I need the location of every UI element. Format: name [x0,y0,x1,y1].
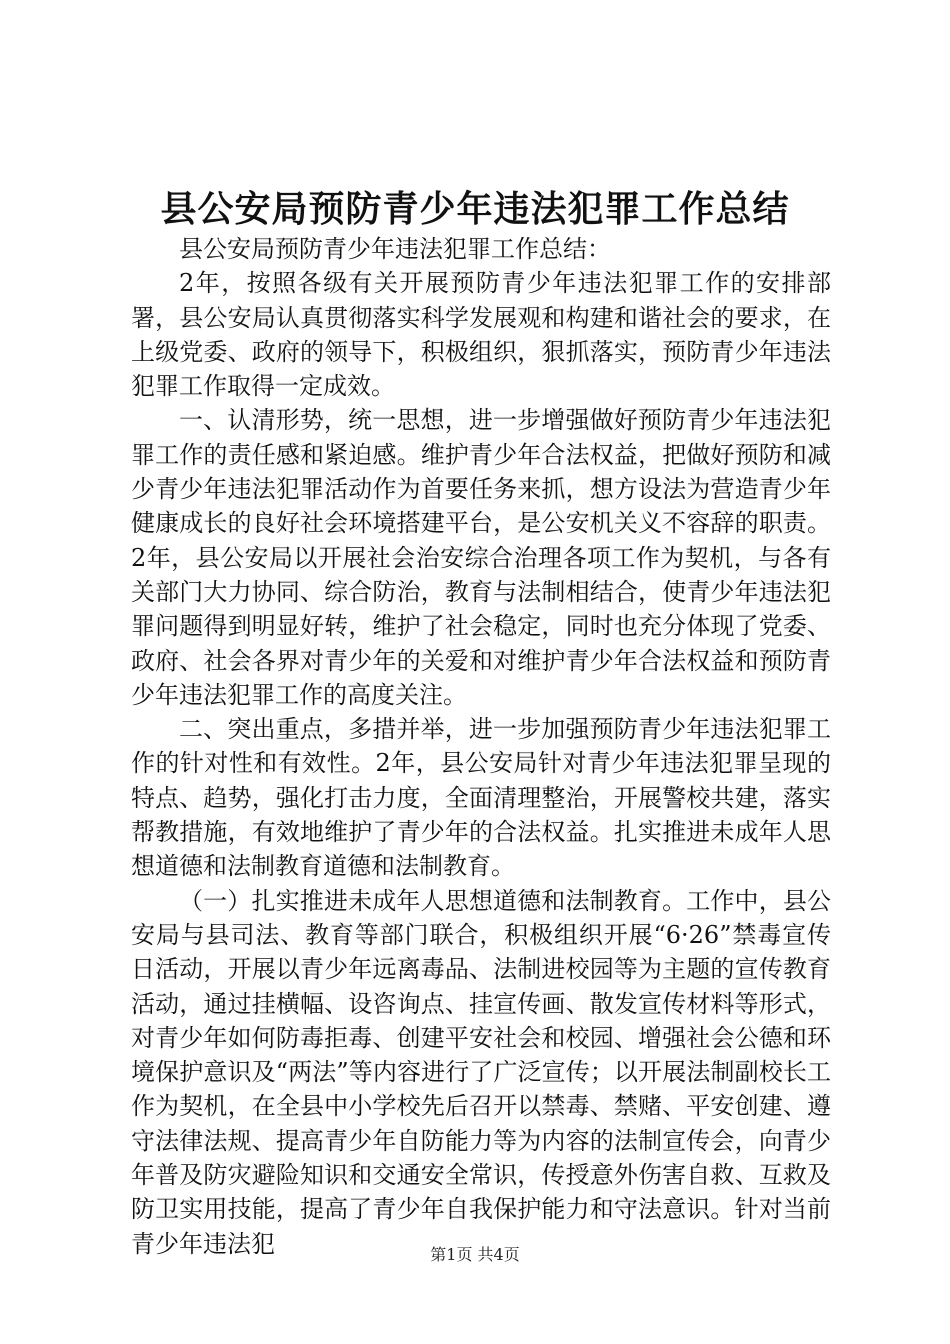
document-body [131,232,831,1261]
paragraph: 2年，按照各级有关开展预防青少年违法犯罪工作的安排部署，县公安局认真贯彻落实科学发展观和构建和谐社会的要求，在上级党委、政府的领导下，积极组织，狠抓落实，预防青少年违法犯罪工作取得一定成效。 [131,269,831,401]
paragraph: 二、突出重点，多措并举，进一步加强预防青少年违法犯罪工作的针对性和有效性。2年，县公安局针对青少年违法犯罪呈现的特点、趋势，强化打击力度，全面清理整治，开展警校共建，落实帮教措施，有效地维护了青少年的合法权益。扎实推进未成年人思想道德和法制教育道德和法制教育。 [131,715,831,881]
document-title: 县公安局预防青少年违法犯罪工作总结 [160,189,790,230]
paragraph: （一）扎实推进未成年人思想道德和法制教育。工作中，县公安局与县司法、教育等部门联合，积极组织开展“6·26”禁毒宣传日活动，开展以青少年远离毒品、法制进校园等为主题的宣传教育活动，通过挂横幅、设咨询点、挂宣传画、散发宣传材料等形式，对青少年如何防毒拒毒、创建平安社会和校园、增强社会公德和环境保护意识及“两法”等内容进行了广泛宣传；以开展法制副校长工作为契机，在全县中小学校先后召开以禁毒、禁赌、平安创建、遵守法律法规、提高青少年自防能力等为内容的法制宣传会，向青少年普及防灾避险知识和交通安全常识，传授意外伤害自救、互救及防卫实用技能，提高了青少年自我保护能力和守法意识。针对当前青少年违法犯 [131,886,831,1258]
page-number-footer: 第1页 共4页 [430,1245,520,1264]
paragraph: 一、认清形势，统一思想，进一步增强做好预防青少年违法犯罪工作的责任感和紧迫感。维护青少年合法权益，把做好预防和减少青少年违法犯罪活动作为首要任务来抓，想方设法为营造青少年健康成长的良好社会环境搭建平台，是公安机关义不容辞的职责。2年，县公安局以开展社会治安综合治理各项工作为契机，与各有关部门大力协同、综合防治，教育与法制相结合，使青少年违法犯罪问题得到明显好转，维护了社会稳定，同时也充分体现了党委、政府、社会各界对青少年的关爱和对维护青少年合法权益和预防青少年违法犯罪工作的高度关注。 [131,406,831,709]
paragraph: 县公安局预防青少年违法犯罪工作总结： [179,235,611,263]
